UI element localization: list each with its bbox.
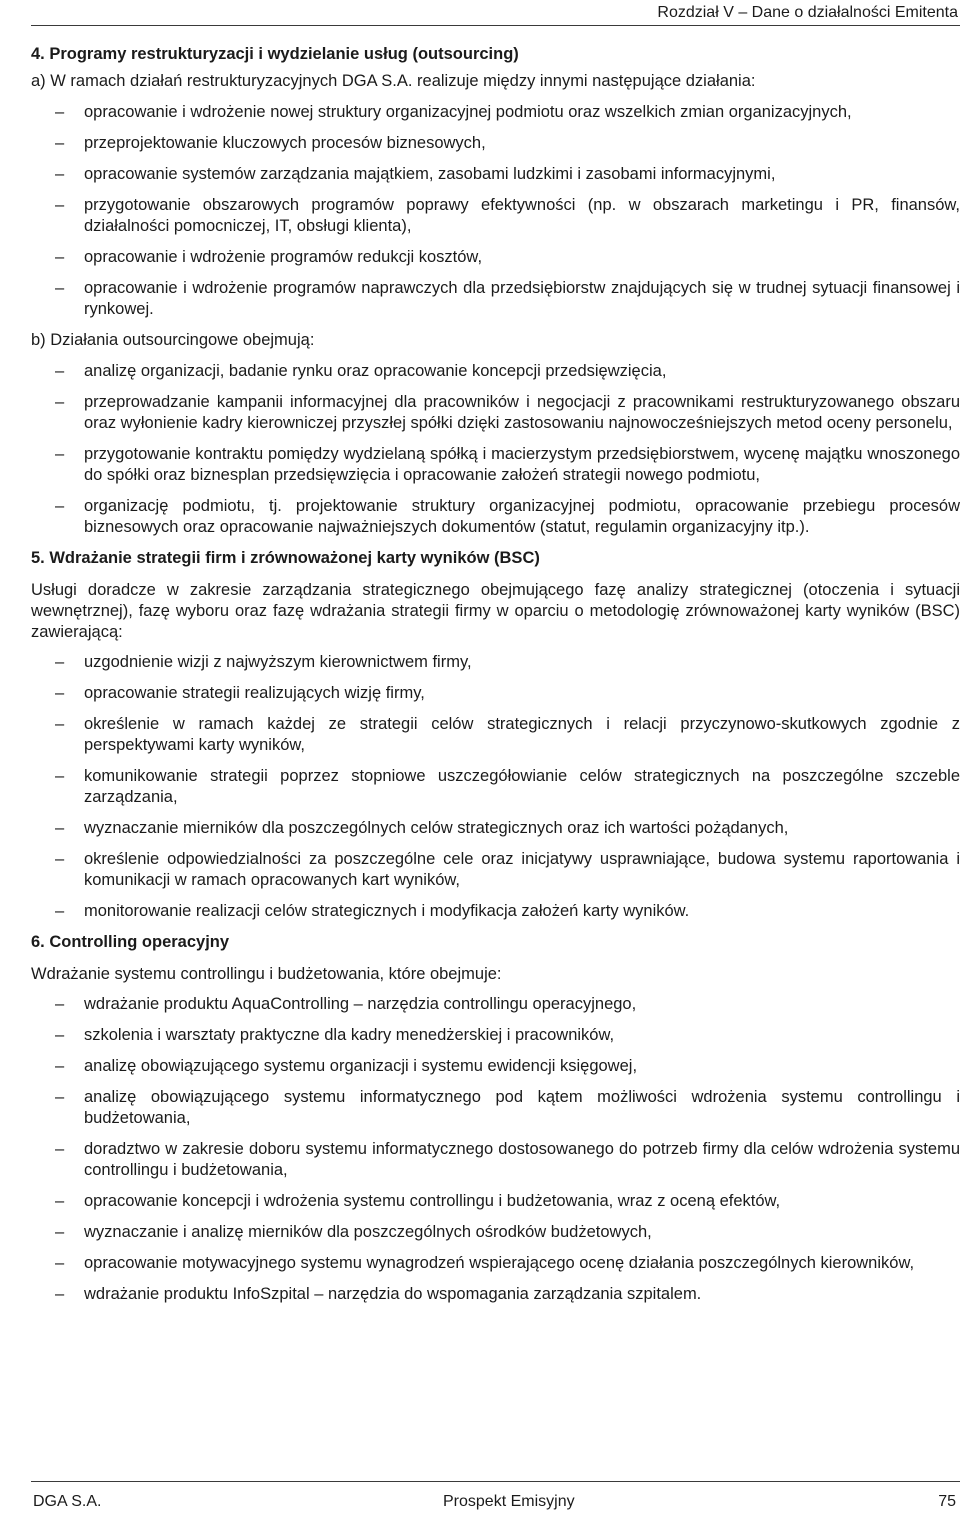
footer-divider: [31, 1481, 960, 1482]
list-item-text: analizę organizacji, badanie rynku oraz opracowanie koncepcji przedsięwzięcia,: [84, 362, 667, 380]
list-item: [31, 133, 960, 154]
list-item-text: przygotowanie kontraktu pomiędzy wydzielaną spółką i macierzystym przedsiębiorstwem, wycenę majątku wnoszonego do spółki oraz biznesplan przedsięwzięcia i opracowanie założeń strategii nowego podmiotu,: [84, 445, 960, 484]
list-item: [31, 1253, 960, 1274]
bullet-dash: –: [55, 1223, 65, 1241]
list-item: [31, 766, 960, 808]
bullet-dash: –: [55, 684, 65, 702]
list-item-text: wyznaczanie i analizę mierników dla poszczególnych ośrodków budżetowych,: [84, 1223, 652, 1241]
bullet-dash: –: [55, 497, 65, 515]
bullet-dash: –: [55, 134, 65, 152]
list-item: [31, 1284, 960, 1305]
bullet-dash: –: [55, 715, 65, 733]
list-item-text: komunikowanie strategii poprzez stopniowe uszczegółowianie celów strategicznych na poszczególne szczeble zarządzania,: [84, 767, 960, 806]
list-item: [31, 1087, 960, 1129]
list-item: [31, 1139, 960, 1181]
footer-document-title: Prospekt Emisyjny: [443, 1493, 575, 1510]
list-item-text: przygotowanie obszarowych programów poprawy efektywności (np. w obszarach marketingu i PR, finansów, działalności pomocniczej, IT, obsługi klienta),: [84, 196, 960, 235]
list-item: [31, 444, 960, 486]
list-item: [31, 247, 960, 268]
bullet-dash: –: [55, 1140, 65, 1158]
list-item-text: wdrażanie produktu InfoSzpital – narzędzia do wspomagania zarządzania szpitalem.: [84, 1285, 702, 1303]
bullet-dash: –: [55, 279, 65, 297]
section-6-heading: 6. Controlling operacyjny: [31, 933, 230, 951]
list-item-text: przeprowadzanie kampanii informacyjnej dla pracowników i negocjacji z pracownikami restrukturyzowanego obszaru oraz wyłonienie kadry kierowniczej przyszłej spółki dzięki zastosowaniu najnowocześniejszych metod oceny personelu,: [84, 393, 960, 432]
list-item-text: określenie w ramach każdej ze strategii celów strategicznych i relacji przyczynowo-skutkowych zgodnie z perspektywami karty wyników,: [84, 715, 960, 754]
list-item-text: monitorowanie realizacji celów strategicznych i modyfikacja założeń karty wyników.: [84, 902, 690, 920]
bullet-dash: –: [55, 1026, 65, 1044]
list-item-text: opracowanie i wdrożenie programów redukcji kosztów,: [84, 248, 483, 266]
list-item-text: opracowanie systemów zarządzania majątkiem, zasobami ludzkimi i zasobami informacyjnymi,: [84, 165, 776, 183]
list-item: [31, 901, 960, 922]
page-content: [31, 44, 960, 1315]
list-item-text: wdrażanie produktu AquaControlling – narzędzia controllingu operacyjnego,: [84, 995, 637, 1013]
list-item: [31, 1025, 960, 1046]
list-item-text: analizę obowiązującego systemu organizacji i systemu ewidencji księgowej,: [84, 1057, 638, 1075]
header-divider: [31, 25, 960, 26]
list-item-text: organizację podmiotu, tj. projektowanie struktury organizacyjnej podmiotu, opracowanie przebiegu procesów biznesowych oraz opracowanie najważniejszych dokumentów (statut, regulamin organizacyjny itp.).: [84, 497, 960, 536]
list-item: [31, 818, 960, 839]
list-item: [31, 714, 960, 756]
list-item: [31, 1222, 960, 1243]
running-header: Rozdział V – Dane o działalności Emitenta: [657, 4, 958, 21]
bullet-dash: –: [55, 1057, 65, 1075]
list-item: [31, 361, 960, 382]
bullet-dash: –: [55, 819, 65, 837]
list-item-text: doradztwo w zakresie doboru systemu informatycznego dostosowanego do potrzeb firmy dla celów wdrożenia systemu controllingu i budżetowania,: [84, 1140, 960, 1179]
list-item: [31, 849, 960, 891]
list-item: [31, 164, 960, 185]
footer-company: DGA S.A.: [33, 1493, 102, 1510]
list-item-text: opracowanie strategii realizujących wizję firmy,: [84, 684, 425, 702]
bullet-dash: –: [55, 196, 65, 214]
bullet-dash: –: [55, 248, 65, 266]
bullet-dash: –: [55, 1285, 65, 1303]
list-item-text: opracowanie i wdrożenie programów naprawczych dla przedsiębiorstw znajdujących się w trudnej sytuacji finansowej i rynkowej.: [84, 279, 960, 318]
bullet-dash: –: [55, 653, 65, 671]
list-item-text: opracowanie koncepcji i wdrożenia systemu controllingu i budżetowania, wraz z oceną efektów,: [84, 1192, 781, 1210]
list-item: [31, 652, 960, 673]
bullet-dash: –: [55, 902, 65, 920]
section-6-list: [31, 994, 960, 1305]
bullet-dash: –: [55, 1192, 65, 1210]
list-item: [31, 278, 960, 320]
list-item-text: opracowanie i wdrożenie nowej struktury organizacyjnej podmiotu oraz wszelkich zmian organizacyjnych,: [84, 103, 852, 121]
list-item-text: wyznaczanie mierników dla poszczególnych celów strategicznych oraz ich wartości pożądanych,: [84, 819, 789, 837]
list-item: [31, 994, 960, 1015]
list-item: [31, 102, 960, 123]
section-5-list: [31, 652, 960, 922]
section-4b-intro: b) Działania outsourcingowe obejmują:: [31, 331, 315, 349]
list-item: [31, 1191, 960, 1212]
list-item-text: szkolenia i warsztaty praktyczne dla kadry menedżerskiej i pracowników,: [84, 1026, 615, 1044]
list-item-text: uzgodnienie wizji z najwyższym kierownictwem firmy,: [84, 653, 472, 671]
list-item-text: analizę obowiązującego systemu informatycznego pod kątem możliwości wdrożenia systemu controllingu i budżetowania,: [84, 1088, 960, 1127]
list-item-text: określenie odpowiedzialności za poszczególne cele oraz inicjatywy usprawniające, budowa systemu raportowania i komunikacji w ramach opracowanych kart wyników,: [84, 850, 960, 889]
bullet-dash: –: [55, 995, 65, 1013]
bullet-dash: –: [55, 1254, 65, 1272]
list-item-text: przeprojektowanie kluczowych procesów biznesowych,: [84, 134, 486, 152]
bullet-dash: –: [55, 103, 65, 121]
bullet-dash: –: [55, 362, 65, 380]
section-4a-intro: a) W ramach działań restrukturyzacyjnych DGA S.A. realizuje między innymi następujące działania:: [31, 72, 756, 90]
section-5-intro: Usługi doradcze w zakresie zarządzania strategicznego obejmującego fazę analizy strategicznej (otoczenia i sytuacji wewnętrznej), fazę wyboru oraz fazę wdrażania strategii firmy w oparciu o metodologię zrównoważonej karty wyników (BSC) zawierającą:: [31, 581, 960, 641]
list-item: [31, 1056, 960, 1077]
list-item: [31, 195, 960, 237]
page-number: 75: [938, 1493, 956, 1510]
bullet-dash: –: [55, 393, 65, 411]
section-4a-list: [31, 102, 960, 320]
bullet-dash: –: [55, 1088, 65, 1106]
section-5-heading: 5. Wdrażanie strategii firm i zrównoważonej karty wyników (BSC): [31, 549, 540, 567]
section-6-intro: Wdrażanie systemu controllingu i budżetowania, które obejmuje:: [31, 965, 502, 983]
bullet-dash: –: [55, 850, 65, 868]
list-item: [31, 392, 960, 434]
bullet-dash: –: [55, 445, 65, 463]
bullet-dash: –: [55, 767, 65, 785]
section-4b-list: [31, 361, 960, 538]
bullet-dash: –: [55, 165, 65, 183]
list-item-text: opracowanie motywacyjnego systemu wynagrodzeń wspierającego ocenę działania poszczególnych kierowników,: [84, 1254, 915, 1272]
list-item: [31, 683, 960, 704]
section-4-heading: 4. Programy restrukturyzacji i wydzielanie usług (outsourcing): [31, 45, 519, 63]
list-item: [31, 496, 960, 538]
